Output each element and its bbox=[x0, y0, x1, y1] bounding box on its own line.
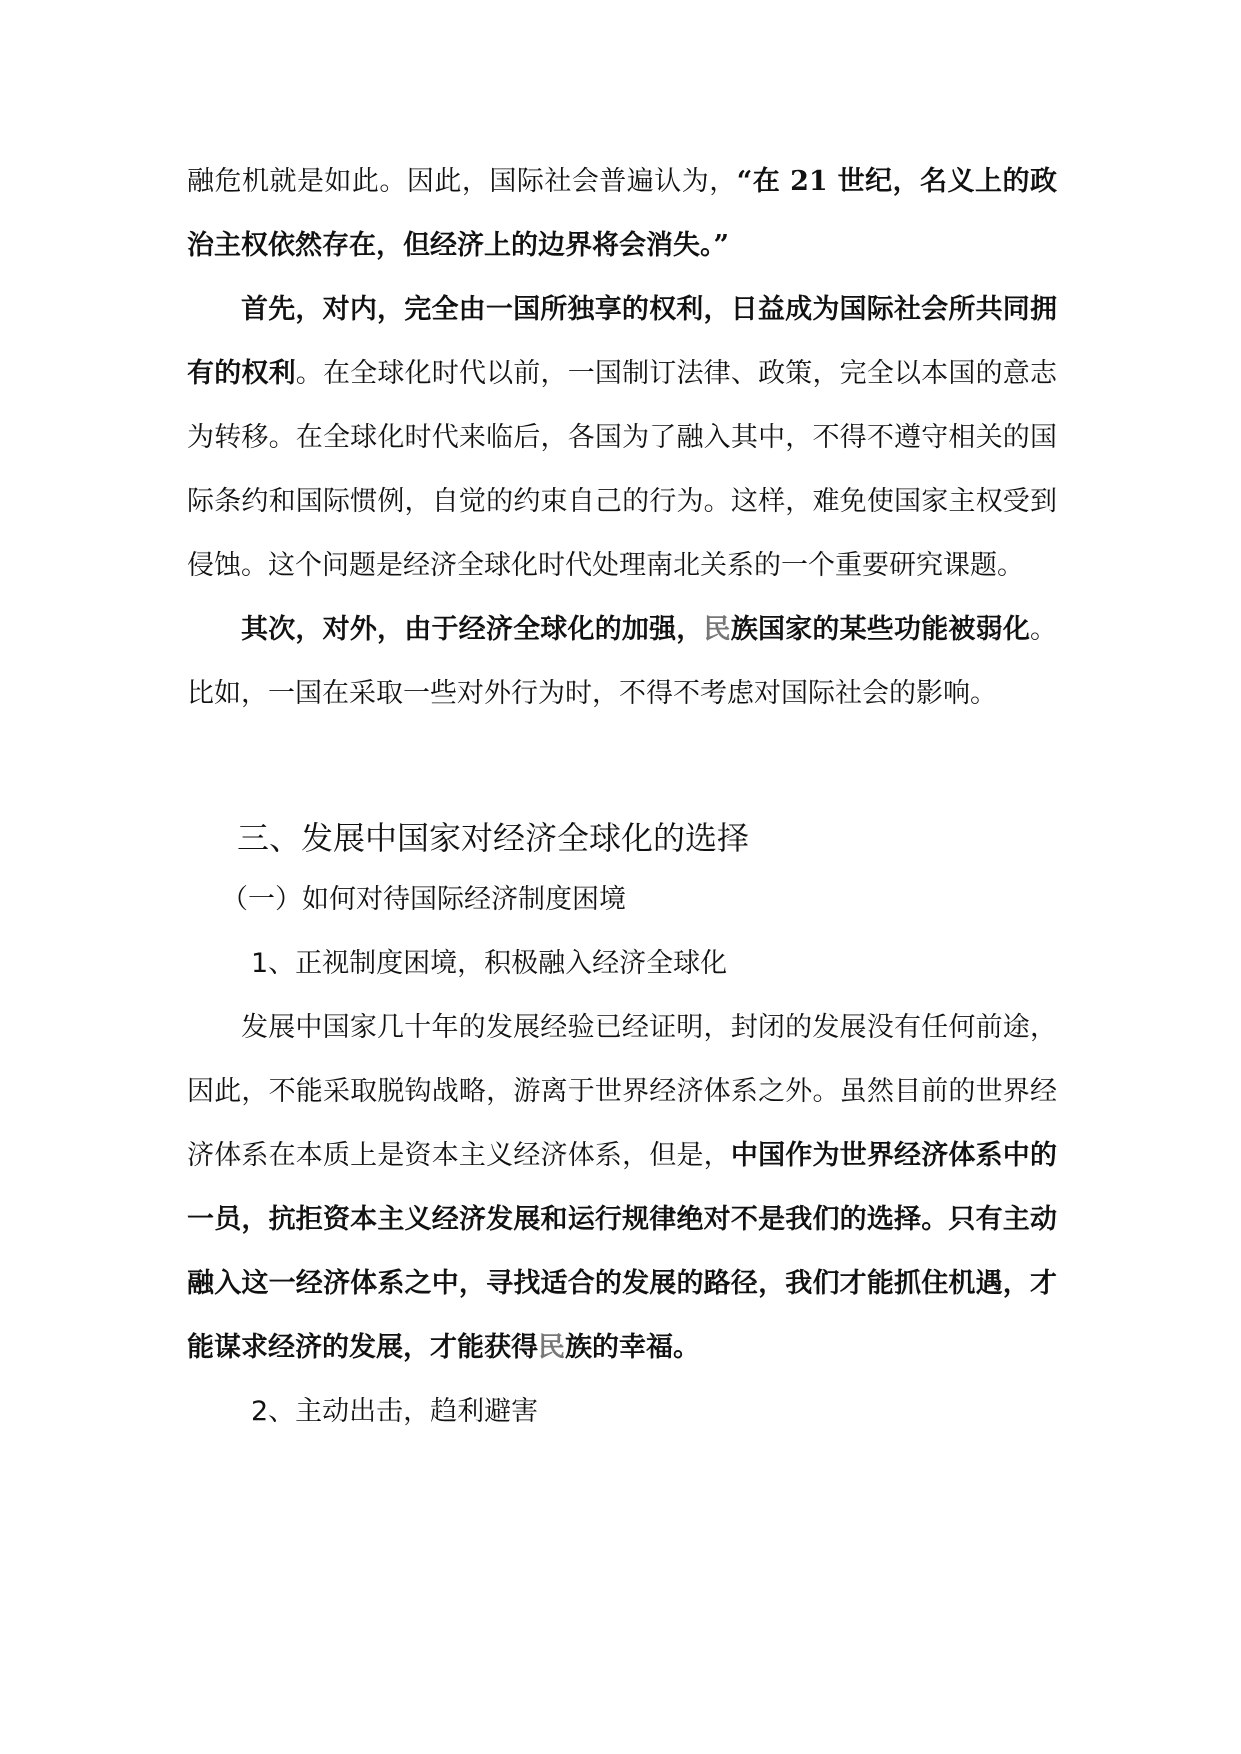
bold-topic-sentence: 首先，对内，完全由一国所独享的权利，日益成为国际社会所共同拥有的权利 bbox=[187, 294, 1057, 389]
gray-character: 民 bbox=[538, 1332, 565, 1363]
gray-character: 民 bbox=[703, 614, 731, 645]
paragraph-domestic-rights bbox=[187, 278, 1057, 598]
paragraph-development-experience bbox=[187, 996, 1057, 1380]
paragraph-text: 。在全球化时代以前，一国制订法律、政策，完全以本国的意志为转移。在全球化时代来临后，各国为了融入其中，不得不遵守相关的国际条约和国际惯例，自觉的约束自己的行为。这样，难免使国家主权受到侵蚀。这个问题是经济全球化时代处理南北关系的一个重要研究课题。 bbox=[187, 358, 1058, 581]
document-page bbox=[187, 150, 1057, 1444]
bold-emphasis-part2: 族的幸福。 bbox=[565, 1332, 700, 1363]
paragraph-text: 发展中国家几十年的发展经验已经证明，封闭的发展没有任何前途，因此，不能采取脱钩战略，游离于世界经济体系之外。虽然目前的世界经济体系在本质上是资本主义经济体系，但是， bbox=[187, 1012, 1057, 1171]
paragraph-text: 。比如，一国在采取一些对外行为时，不得不考虑对国际社会的影响。 bbox=[187, 614, 1058, 709]
subsection-heading: （一）如何对待国际经济制度困境 bbox=[221, 884, 626, 915]
bold-emphasis-part1: 中国作为世界经济体系中的一员，抗拒资本主义经济发展和运行规律绝对不是我们的选择。只有主动融入这一经济体系之中，寻找适合的发展的路径，我们才能抓住机遇，才能谋求经济的发展，才能获得 bbox=[187, 1140, 1058, 1363]
item-heading-2: 2、主动出击，趋利避害 bbox=[251, 1396, 539, 1427]
item-heading-1: 1、正视制度困境，积极融入经济全球化 bbox=[251, 948, 728, 979]
section-spacer bbox=[187, 726, 1057, 808]
bold-topic-sentence-part2: 族国家的某些功能被弱化 bbox=[730, 614, 1031, 645]
paragraph-external-functions bbox=[187, 598, 1057, 726]
quote-text: “在 21 世纪，名义上的政治主权依然存在，但经济上的边界将会消失。” bbox=[187, 166, 1058, 261]
paragraph-financial-crisis bbox=[187, 150, 1057, 278]
bold-topic-sentence-part1: 其次，对外，由于经济全球化的加强， bbox=[241, 614, 704, 645]
paragraph-text: 融危机就是如此。因此，国际社会普遍认为， bbox=[187, 166, 737, 197]
section-heading: 三、发展中国家对经济全球化的选择 bbox=[237, 819, 750, 857]
